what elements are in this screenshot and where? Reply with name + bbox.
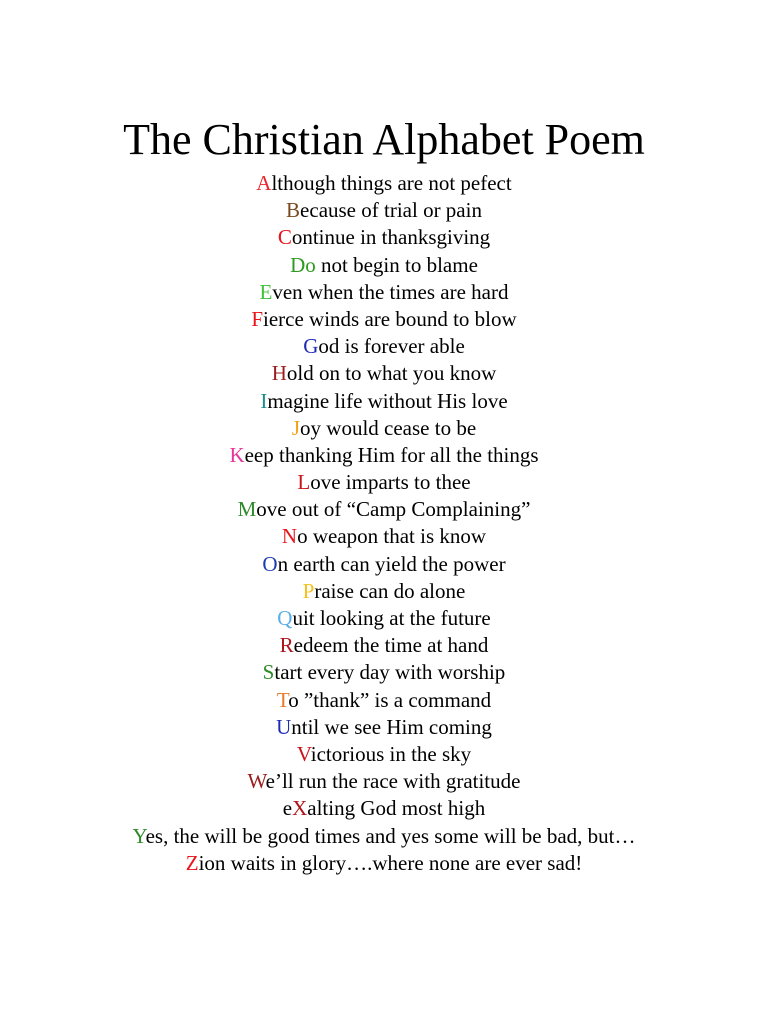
acrostic-letter: X xyxy=(292,796,308,821)
line-text: eep thanking Him for all the things xyxy=(244,442,539,467)
acrostic-letter: S xyxy=(262,660,275,685)
acrostic-letter: W xyxy=(247,769,266,794)
acrostic-letter: Do xyxy=(290,252,316,277)
poem-line xyxy=(0,578,768,605)
line-text: ntil we see Him coming xyxy=(291,714,492,739)
acrostic-letter: B xyxy=(286,198,301,223)
line-text: lthough things are not pefect xyxy=(271,171,512,195)
poem-line xyxy=(0,632,768,659)
poem-line xyxy=(0,795,768,822)
line-text: alting God most high xyxy=(307,796,486,821)
line-text: o weapon that is know xyxy=(297,524,487,549)
poem-line xyxy=(0,279,768,306)
acrostic-letter: U xyxy=(276,714,292,739)
line-text: ecause of trial or pain xyxy=(300,198,482,223)
poem-line xyxy=(0,388,768,415)
poem-line xyxy=(0,197,768,224)
acrostic-letter: I xyxy=(260,388,268,413)
line-text: ontinue in thanksgiving xyxy=(291,225,491,250)
acrostic-letter: K xyxy=(229,442,245,467)
acrostic-letter: R xyxy=(279,633,294,658)
line-text: ven when the times are hard xyxy=(272,279,509,304)
poem-line xyxy=(0,605,768,632)
acrostic-letter: T xyxy=(276,687,289,712)
poem-line xyxy=(0,687,768,714)
poem-line xyxy=(0,306,768,333)
acrostic-letter: Y xyxy=(132,823,146,848)
line-text: tart every day with worship xyxy=(274,660,506,685)
poem-line xyxy=(0,741,768,768)
poem-line xyxy=(0,523,768,550)
acrostic-letter: G xyxy=(303,334,319,359)
poem-line xyxy=(0,850,768,877)
poem-line xyxy=(0,442,768,469)
poem-line xyxy=(0,252,768,279)
line-text: ictorious in the sky xyxy=(310,741,472,766)
line-text: not begin to blame xyxy=(315,252,478,277)
line-text: od is forever able xyxy=(318,334,465,359)
line-text: uit looking at the future xyxy=(292,606,491,630)
line-text: ove imparts to thee xyxy=(310,470,471,495)
poem-line xyxy=(0,224,768,251)
acrostic-letter: M xyxy=(237,497,257,522)
line-text: es, the will be good times and yes some will be bad, but… xyxy=(145,823,636,848)
acrostic-letter: Z xyxy=(185,850,199,875)
acrostic-letter: F xyxy=(251,306,263,331)
acrostic-letter: C xyxy=(277,225,292,250)
acrostic-letter: Q xyxy=(277,606,293,630)
page-title: The Christian Alphabet Poem xyxy=(123,115,645,164)
acrostic-letter: O xyxy=(262,551,278,576)
poem-line xyxy=(0,360,768,387)
line-text: ion waits in glory….where none are ever sad! xyxy=(198,850,583,875)
line-text: raise can do alone xyxy=(314,578,466,603)
line-text: old on to what you know xyxy=(286,361,497,386)
poem-line xyxy=(0,823,768,850)
line-text: oy would cease to be xyxy=(300,415,477,440)
poem-line xyxy=(0,333,768,360)
line-lead-text: e xyxy=(282,796,293,821)
poem-line xyxy=(0,469,768,496)
acrostic-letter: H xyxy=(271,361,287,386)
poem-line xyxy=(0,170,768,197)
acrostic-letter: A xyxy=(256,171,272,195)
poem-line xyxy=(0,768,768,795)
line-text: ierce winds are bound to blow xyxy=(263,306,517,331)
acrostic-letter: L xyxy=(297,470,311,495)
poem-line xyxy=(0,415,768,442)
line-text: n earth can yield the power xyxy=(277,551,506,576)
poem-line xyxy=(0,551,768,578)
line-text: magine life without His love xyxy=(267,388,508,413)
line-text: e’ll run the race with gratitude xyxy=(265,769,521,794)
acrostic-letter: N xyxy=(281,524,298,549)
acrostic-letter: E xyxy=(259,279,273,304)
poem-line xyxy=(0,659,768,686)
poem-line xyxy=(0,496,768,523)
acrostic-letter: J xyxy=(291,415,301,440)
line-text: ove out of “Camp Complaining” xyxy=(256,497,531,522)
poem-lines xyxy=(0,170,768,877)
line-text: o ”thank” is a command xyxy=(288,687,492,712)
acrostic-letter: V xyxy=(296,741,311,766)
acrostic-letter: P xyxy=(302,578,315,603)
line-text: edeem the time at hand xyxy=(293,633,489,658)
poem-line xyxy=(0,714,768,741)
